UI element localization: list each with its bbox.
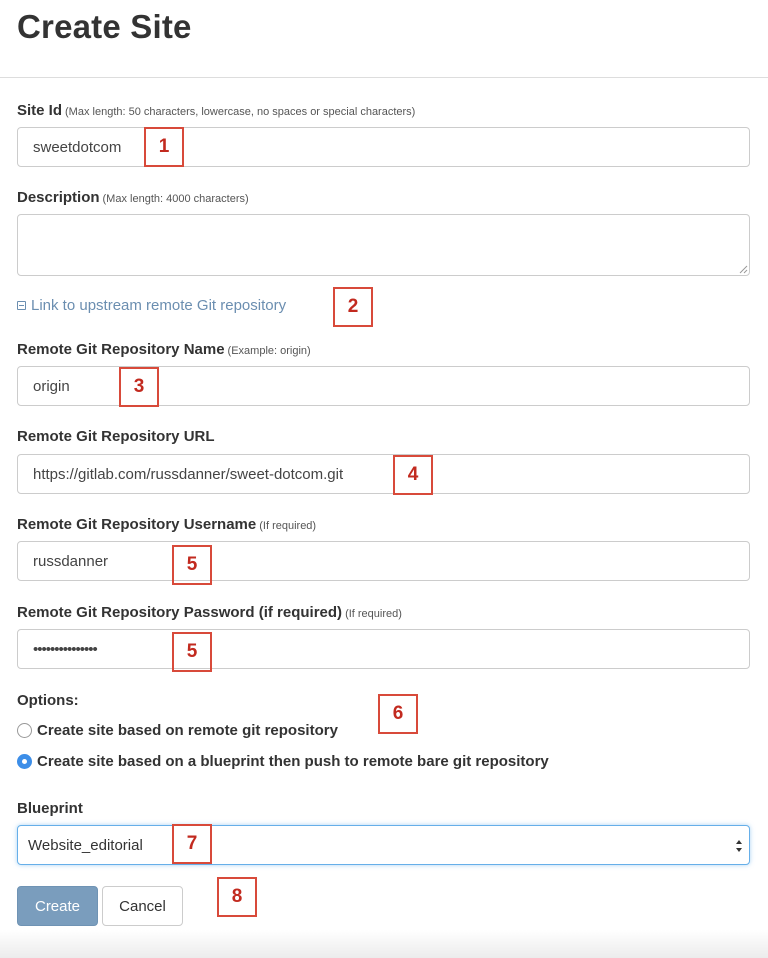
site-id-label-text: Site Id — [17, 102, 63, 119]
callout-5a: 5 — [172, 545, 212, 585]
page-title: Create Site — [17, 8, 192, 45]
description-hint: (Max length: 4000 characters) — [102, 193, 249, 205]
remote-url-label — [17, 428, 215, 445]
remote-password-label-text: Remote Git Repository Password (if required) — [17, 604, 343, 621]
options-label: Options: — [17, 692, 79, 709]
option-remote-git[interactable] — [17, 722, 338, 739]
site-id-input[interactable] — [17, 127, 750, 167]
callout-1: 1 — [144, 127, 184, 167]
blueprint-select[interactable] — [17, 825, 750, 865]
option-blueprint-push[interactable] — [17, 753, 549, 770]
cancel-button[interactable]: Cancel — [102, 886, 183, 926]
remote-username-input[interactable] — [17, 541, 750, 581]
callout-4: 4 — [393, 455, 433, 495]
option-blueprint-push-label: Create site based on a blueprint then push to remote bare git repository — [37, 753, 549, 770]
callout-2: 2 — [333, 287, 373, 327]
upstream-git-toggle[interactable] — [17, 297, 286, 314]
radio-selected[interactable] — [17, 754, 32, 769]
radio-unselected[interactable] — [17, 723, 32, 738]
blueprint-selected-value: Website_editorial — [28, 836, 143, 854]
header-divider — [0, 77, 768, 78]
remote-password-hint: (If required) — [345, 608, 402, 620]
site-id-label — [17, 102, 415, 119]
remote-name-hint: (Example: origin) — [227, 345, 311, 357]
collapse-icon — [17, 301, 26, 310]
callout-3: 3 — [119, 367, 159, 407]
remote-name-label-text: Remote Git Repository Name — [17, 341, 225, 358]
description-label-text: Description — [17, 189, 100, 206]
remote-password-input[interactable] — [17, 629, 750, 669]
option-remote-git-label: Create site based on remote git repository — [37, 722, 338, 739]
callout-7: 7 — [172, 824, 212, 864]
callout-6: 6 — [378, 694, 418, 734]
blueprint-label: Blueprint — [17, 800, 83, 817]
create-button[interactable]: Create — [17, 886, 98, 926]
footer-shade — [0, 930, 768, 958]
remote-username-hint: (If required) — [259, 520, 317, 532]
remote-username-label-text: Remote Git Repository Username — [17, 516, 257, 533]
site-id-hint: (Max length: 50 characters, lowercase, no spaces or special characters) — [65, 106, 416, 118]
select-arrows-icon — [735, 838, 743, 854]
callout-8: 8 — [217, 877, 257, 917]
description-label — [17, 189, 249, 206]
remote-url-input[interactable] — [17, 454, 750, 494]
description-textarea[interactable] — [17, 214, 750, 276]
remote-username-label — [17, 516, 316, 533]
remote-name-label — [17, 341, 311, 358]
remote-password-label — [17, 604, 402, 621]
resize-grip-icon[interactable] — [738, 264, 748, 274]
upstream-git-toggle-label: Link to upstream remote Git repository — [31, 297, 287, 314]
remote-url-label-text: Remote Git Repository URL — [17, 428, 215, 445]
callout-5b: 5 — [172, 632, 212, 672]
